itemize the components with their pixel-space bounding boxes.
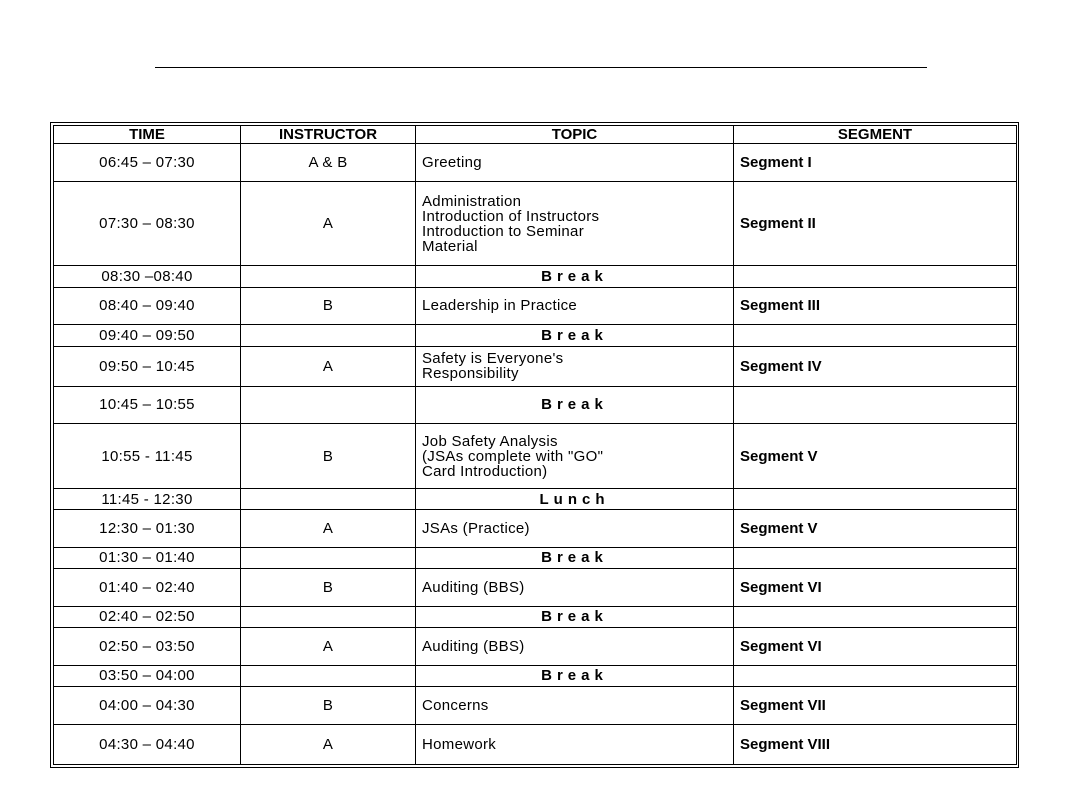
instructor-cell-empty (241, 266, 416, 287)
topic-line: Leadership in Practice (422, 297, 578, 315)
segment-cell: Segment II (734, 181, 1017, 266)
instructor-cell-empty (241, 665, 416, 686)
time-cell: 12:30 – 01:30 (54, 510, 241, 548)
title-underline (155, 67, 927, 68)
break-label: Break (416, 325, 734, 346)
table-row (54, 181, 1017, 266)
time-cell: 02:50 – 03:50 (54, 628, 241, 666)
time-cell: 07:30 – 08:30 (54, 181, 241, 266)
instructor-cell: A & B (241, 144, 416, 182)
schedule-table-frame (50, 122, 1019, 768)
segment-cell: Segment V (734, 510, 1017, 548)
table-header-row (54, 126, 1017, 144)
topic-line: Auditing (BBS) (422, 578, 525, 596)
table-row (54, 144, 1017, 182)
topic-cell (416, 569, 734, 607)
segment-cell: Segment VIII (734, 724, 1017, 764)
break-label: Break (416, 386, 734, 424)
topic-line: Job Safety Analysis (422, 432, 558, 450)
topic-line: Introduction to Seminar (422, 222, 584, 240)
topic-cell (416, 687, 734, 725)
segment-cell-empty (734, 386, 1017, 424)
instructor-cell: B (241, 687, 416, 725)
topic-cell (416, 287, 734, 325)
topic-line: Administration (422, 192, 522, 210)
topic-line: Introduction of Instructors (422, 207, 600, 225)
instructor-cell: B (241, 424, 416, 489)
segment-cell-empty (734, 606, 1017, 627)
table-row (54, 287, 1017, 325)
break-row (54, 325, 1017, 346)
instructor-cell-empty (241, 386, 416, 424)
break-row (54, 386, 1017, 424)
break-label: Break (416, 266, 734, 287)
break-label: Break (416, 665, 734, 686)
instructor-cell-empty (241, 547, 416, 568)
instructor-cell: A (241, 628, 416, 666)
table-row (54, 510, 1017, 548)
header-instructor: INSTRUCTOR (241, 126, 416, 144)
header-segment: SEGMENT (734, 126, 1017, 144)
break-row (54, 665, 1017, 686)
instructor-cell-empty (241, 488, 416, 509)
table-row (54, 724, 1017, 764)
segment-cell-empty (734, 266, 1017, 287)
topic-cell (416, 181, 734, 266)
break-label: Break (416, 547, 734, 568)
topic-line: Responsibility (422, 365, 519, 383)
segment-cell: Segment VII (734, 687, 1017, 725)
segment-cell: Segment VI (734, 569, 1017, 607)
topic-cell (416, 628, 734, 666)
topic-line: (JSAs complete with "GO" (422, 447, 604, 465)
topic-line: Safety is Everyone's (422, 350, 564, 368)
topic-cell (416, 346, 734, 386)
time-cell: 10:45 – 10:55 (54, 386, 241, 424)
schedule-table (53, 125, 1017, 765)
time-cell: 04:30 – 04:40 (54, 724, 241, 764)
break-label: Break (416, 606, 734, 627)
time-cell: 09:50 – 10:45 (54, 346, 241, 386)
segment-cell: Segment I (734, 144, 1017, 182)
instructor-cell: A (241, 346, 416, 386)
time-cell: 03:50 – 04:00 (54, 665, 241, 686)
instructor-cell: A (241, 510, 416, 548)
topic-line: Concerns (422, 696, 489, 714)
topic-cell (416, 510, 734, 548)
time-cell: 10:55 - 11:45 (54, 424, 241, 489)
table-row (54, 424, 1017, 489)
table-row (54, 569, 1017, 607)
time-cell: 01:30 – 01:40 (54, 547, 241, 568)
segment-cell-empty (734, 547, 1017, 568)
topic-cell (416, 724, 734, 764)
instructor-cell-empty (241, 606, 416, 627)
topic-line: Material (422, 237, 478, 255)
time-cell: 08:40 – 09:40 (54, 287, 241, 325)
instructor-cell-empty (241, 325, 416, 346)
header-time: TIME (54, 126, 241, 144)
time-cell: 01:40 – 02:40 (54, 569, 241, 607)
break-row (54, 547, 1017, 568)
segment-cell: Segment IV (734, 346, 1017, 386)
instructor-cell: A (241, 724, 416, 764)
topic-line: JSAs (Practice) (422, 520, 530, 537)
topic-line: Homework (422, 735, 497, 753)
topic-line: Greeting (422, 153, 482, 171)
topic-line: Card Introduction) (422, 462, 548, 480)
header-topic: TOPIC (416, 126, 734, 144)
table-row (54, 346, 1017, 386)
instructor-cell: A (241, 181, 416, 266)
segment-cell-empty (734, 488, 1017, 509)
segment-cell-empty (734, 325, 1017, 346)
break-row (54, 266, 1017, 287)
topic-cell (416, 144, 734, 182)
time-cell: 09:40 – 09:50 (54, 325, 241, 346)
topic-line: Auditing (BBS) (422, 637, 525, 655)
segment-cell: Segment V (734, 424, 1017, 489)
time-cell: 04:00 – 04:30 (54, 687, 241, 725)
lunch-label: Lunch (416, 488, 734, 509)
table-row (54, 687, 1017, 725)
segment-cell-empty (734, 665, 1017, 686)
time-cell: 11:45 - 12:30 (54, 488, 241, 509)
break-row (54, 488, 1017, 509)
instructor-cell: B (241, 287, 416, 325)
time-cell: 02:40 – 02:50 (54, 606, 241, 627)
table-row (54, 628, 1017, 666)
segment-cell: Segment VI (734, 628, 1017, 666)
time-cell: 06:45 – 07:30 (54, 144, 241, 182)
topic-cell (416, 424, 734, 489)
instructor-cell: B (241, 569, 416, 607)
break-row (54, 606, 1017, 627)
segment-cell: Segment III (734, 287, 1017, 325)
time-cell: 08:30 –08:40 (54, 266, 241, 287)
